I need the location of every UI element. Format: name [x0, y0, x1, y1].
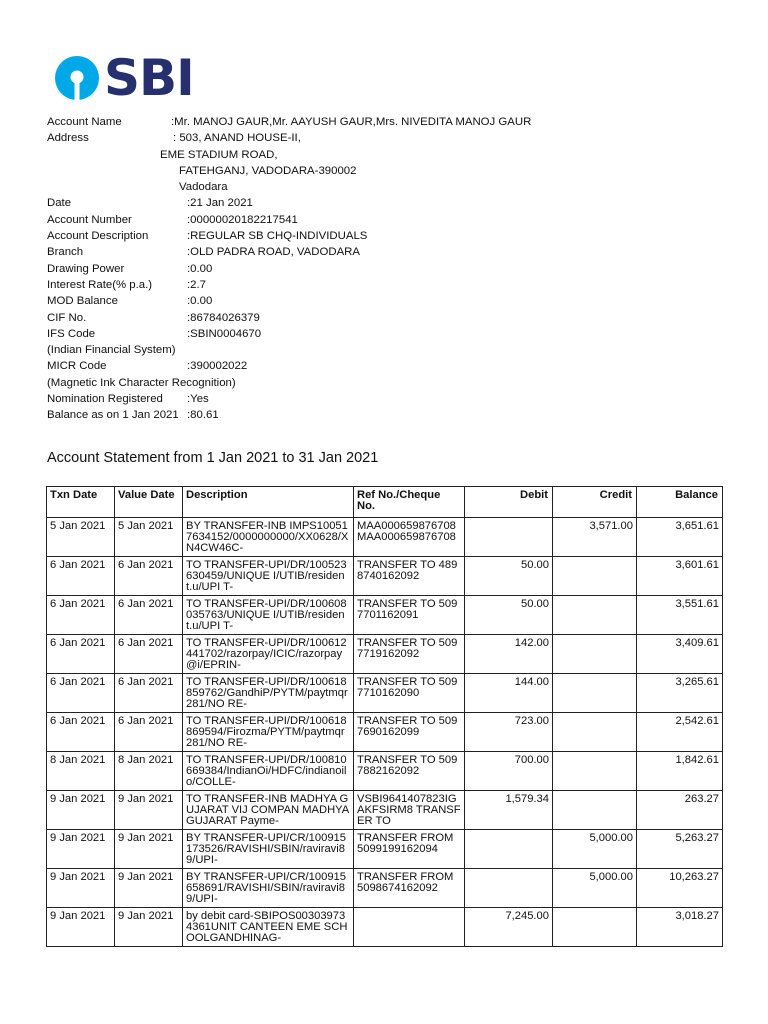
field-label: Interest Rate(% p.a.)	[47, 278, 153, 291]
field-value: EME STADIUM ROAD,	[160, 148, 278, 161]
account-field-row	[47, 228, 727, 244]
sbi-keyhole-icon	[54, 55, 100, 101]
sbi-logo	[54, 49, 194, 107]
value-date-cell: 6 Jan 2021	[115, 674, 183, 713]
txn-date-cell: 8 Jan 2021	[47, 752, 115, 791]
table-row	[47, 674, 723, 713]
debit-cell: 700.00	[465, 752, 553, 791]
account-field-row	[47, 212, 727, 228]
field-value: :00000020182217541	[187, 213, 298, 226]
value-date-cell: 5 Jan 2021	[115, 518, 183, 557]
field-label: MOD Balance	[47, 295, 118, 308]
col-description: Description	[183, 487, 354, 518]
debit-cell: 1,579.34	[465, 791, 553, 830]
value-date-cell: 6 Jan 2021	[115, 713, 183, 752]
field-value: : 503, ANAND HOUSE-II,	[173, 132, 301, 145]
ref-cell: TRANSFER FROM 5098674162092	[354, 869, 465, 908]
ref-cell: VSBI9641407823IGAKFSIRM8 TRANSFER TO	[354, 791, 465, 830]
ref-cell: TRANSFER TO 5097719162092	[354, 635, 465, 674]
account-field-row	[47, 261, 727, 277]
ref-cell: TRANSFER TO 5097690162099	[354, 713, 465, 752]
credit-cell	[553, 713, 637, 752]
txn-date-cell: 6 Jan 2021	[47, 674, 115, 713]
field-value: :2.7	[187, 278, 206, 291]
col-credit: Credit	[553, 487, 637, 518]
field-label: CIF No.	[47, 311, 87, 324]
value-date-cell: 9 Jan 2021	[115, 908, 183, 947]
balance-cell: 3,551.61	[637, 596, 723, 635]
txn-date-cell: 6 Jan 2021	[47, 557, 115, 596]
value-date-cell: 6 Jan 2021	[115, 596, 183, 635]
account-field-row	[47, 114, 727, 130]
field-value: :390002022	[187, 360, 248, 373]
field-value: :80.61	[187, 409, 219, 422]
field-value: :Mr. MANOJ GAUR,Mr. AAYUSH GAUR,Mrs. NIVEDITA MANOJ GAUR	[171, 116, 532, 128]
credit-cell	[553, 791, 637, 830]
debit-cell: 723.00	[465, 713, 553, 752]
txn-date-cell: 9 Jan 2021	[47, 869, 115, 908]
debit-cell: 144.00	[465, 674, 553, 713]
account-field-row	[47, 293, 727, 309]
col-balance: Balance	[637, 487, 723, 518]
field-label: Address	[47, 132, 89, 145]
field-value: :OLD PADRA ROAD, VADODARA	[187, 246, 361, 259]
txn-date-cell: 9 Jan 2021	[47, 908, 115, 947]
value-date-cell: 8 Jan 2021	[115, 752, 183, 791]
credit-cell	[553, 596, 637, 635]
description-cell: TO TRANSFER-UPI/DR/100608035763/UNIQUE I/UTIB/resident.u/UPI T-	[183, 596, 354, 635]
description-cell: BY TRANSFER-INB IMPS100517634152/0000000000/XX0628/XN4CW46C-	[183, 518, 354, 557]
account-field-row	[47, 310, 727, 326]
field-label: IFS Code	[47, 327, 96, 340]
field-label: Drawing Power	[47, 262, 125, 275]
ref-cell: TRANSFER TO 5097882162092	[354, 752, 465, 791]
credit-cell: 5,000.00	[553, 830, 637, 869]
field-value: :Yes	[187, 393, 209, 406]
txn-date-cell: 9 Jan 2021	[47, 830, 115, 869]
debit-cell: 142.00	[465, 635, 553, 674]
field-label: Date	[47, 197, 72, 210]
description-cell: BY TRANSFER-UPI/CR/100915658691/RAVISHI/SBIN/raviravi89/UPI-	[183, 869, 354, 908]
account-field-row	[47, 147, 727, 163]
account-details	[47, 114, 727, 424]
txn-date-cell: 5 Jan 2021	[47, 518, 115, 557]
txn-date-cell: 9 Jan 2021	[47, 791, 115, 830]
account-field-row	[47, 195, 727, 211]
account-field-row	[47, 326, 727, 342]
description-cell: BY TRANSFER-UPI/CR/100915173526/RAVISHI/SBIN/raviravi89/UPI-	[183, 830, 354, 869]
field-value: :SBIN0004670	[187, 327, 262, 340]
credit-cell	[553, 752, 637, 791]
credit-cell: 3,571.00	[553, 518, 637, 557]
col-txn-date: Txn Date	[47, 487, 115, 518]
balance-cell: 2,542.61	[637, 713, 723, 752]
description-cell: TO TRANSFER-UPI/DR/100618869594/Firozma/PYTM/paytmqr281/NO RE-	[183, 713, 354, 752]
debit-cell: 50.00	[465, 557, 553, 596]
field-label: (Magnetic Ink Character Recognition)	[47, 376, 236, 389]
account-field-row	[47, 375, 727, 391]
description-cell: TO TRANSFER-UPI/DR/100810669384/IndianOi/HDFC/indianoilo/COLLE-	[183, 752, 354, 791]
description-cell: by debit card-SBIPOS003039734361UNIT CANTEEN EME SCHOOLGANDHINAG-	[183, 908, 354, 947]
description-cell: TO TRANSFER-INB MADHYA GUJARAT VIJ COMPAN MADHYA GUJARAT Payme-	[183, 791, 354, 830]
account-field-row	[47, 342, 727, 358]
ref-cell: TRANSFER TO 5097701162091	[354, 596, 465, 635]
table-row	[47, 752, 723, 791]
table-row	[47, 596, 723, 635]
account-field-row	[47, 391, 727, 407]
ref-cell: TRANSFER TO 5097710162090	[354, 674, 465, 713]
field-label: MICR Code	[47, 360, 107, 373]
txn-date-cell: 6 Jan 2021	[47, 635, 115, 674]
field-value: Vadodara	[179, 181, 228, 194]
debit-cell	[465, 869, 553, 908]
ref-cell: TRANSFER FROM 5099199162094	[354, 830, 465, 869]
col-value-date: Value Date	[115, 487, 183, 518]
credit-cell	[553, 908, 637, 947]
balance-cell: 263.27	[637, 791, 723, 830]
description-cell: TO TRANSFER-UPI/DR/100612441702/razorpay/ICIC/razorpay@i/EPRIN-	[183, 635, 354, 674]
field-value: FATEHGANJ, VADODARA-390002	[179, 164, 357, 177]
field-label: Account Name	[47, 116, 122, 128]
table-row	[47, 635, 723, 674]
credit-cell	[553, 674, 637, 713]
balance-cell: 3,651.61	[637, 518, 723, 557]
value-date-cell: 6 Jan 2021	[115, 635, 183, 674]
value-date-cell: 6 Jan 2021	[115, 557, 183, 596]
table-row	[47, 518, 723, 557]
col-debit: Debit	[465, 487, 553, 518]
field-value: :REGULAR SB CHQ-INDIVIDUALS	[187, 230, 368, 243]
account-field-row	[47, 130, 727, 146]
debit-cell	[465, 830, 553, 869]
credit-cell: 5,000.00	[553, 869, 637, 908]
value-date-cell: 9 Jan 2021	[115, 830, 183, 869]
ref-cell: MAA000659876708 MAA000659876708	[354, 518, 465, 557]
debit-cell: 7,245.00	[465, 908, 553, 947]
value-date-cell: 9 Jan 2021	[115, 791, 183, 830]
balance-cell: 3,601.61	[637, 557, 723, 596]
field-value: :86784026379	[187, 311, 260, 324]
field-value: :21 Jan 2021	[187, 197, 253, 210]
balance-cell: 10,263.27	[637, 869, 723, 908]
field-label: Account Description	[47, 230, 149, 243]
description-cell: TO TRANSFER-UPI/DR/100523630459/UNIQUE I/UTIB/resident.u/UPI T-	[183, 557, 354, 596]
field-label: Account Number	[47, 213, 132, 226]
field-label: (Indian Financial System)	[47, 344, 176, 357]
col-ref: Ref No./Cheque No.	[354, 487, 465, 518]
balance-cell: 1,842.61	[637, 752, 723, 791]
table-row	[47, 557, 723, 596]
ref-cell: TRANSFER TO 4898740162092	[354, 557, 465, 596]
table-row	[47, 830, 723, 869]
credit-cell	[553, 557, 637, 596]
table-row	[47, 869, 723, 908]
txn-date-cell: 6 Jan 2021	[47, 713, 115, 752]
field-value: :0.00	[187, 262, 213, 275]
credit-cell	[553, 635, 637, 674]
transactions-table	[46, 486, 723, 947]
account-field-row	[47, 277, 727, 293]
table-row	[47, 791, 723, 830]
account-field-row	[47, 358, 727, 374]
table-row	[47, 908, 723, 947]
field-label: Balance as on 1 Jan 2021	[47, 409, 179, 422]
field-label: Nomination Registered	[47, 393, 163, 406]
statement-title: Account Statement from 1 Jan 2021 to 31 Jan 2021	[47, 450, 379, 466]
description-cell: TO TRANSFER-UPI/DR/100618859762/GandhiP/PYTM/paytmqr281/NO RE-	[183, 674, 354, 713]
debit-cell: 50.00	[465, 596, 553, 635]
txn-date-cell: 6 Jan 2021	[47, 596, 115, 635]
balance-cell: 5,263.27	[637, 830, 723, 869]
ref-cell	[354, 908, 465, 947]
brand-name: SBI	[104, 49, 194, 107]
table-header-row	[47, 487, 723, 518]
field-value: :0.00	[187, 295, 213, 308]
table-row	[47, 713, 723, 752]
account-field-row	[47, 179, 727, 195]
balance-cell: 3,409.61	[637, 635, 723, 674]
account-field-row	[47, 163, 727, 179]
balance-cell: 3,018.27	[637, 908, 723, 947]
balance-cell: 3,265.61	[637, 674, 723, 713]
value-date-cell: 9 Jan 2021	[115, 869, 183, 908]
field-label: Branch	[47, 246, 84, 259]
account-field-row	[47, 244, 727, 260]
debit-cell	[465, 518, 553, 557]
account-field-row	[47, 407, 727, 423]
